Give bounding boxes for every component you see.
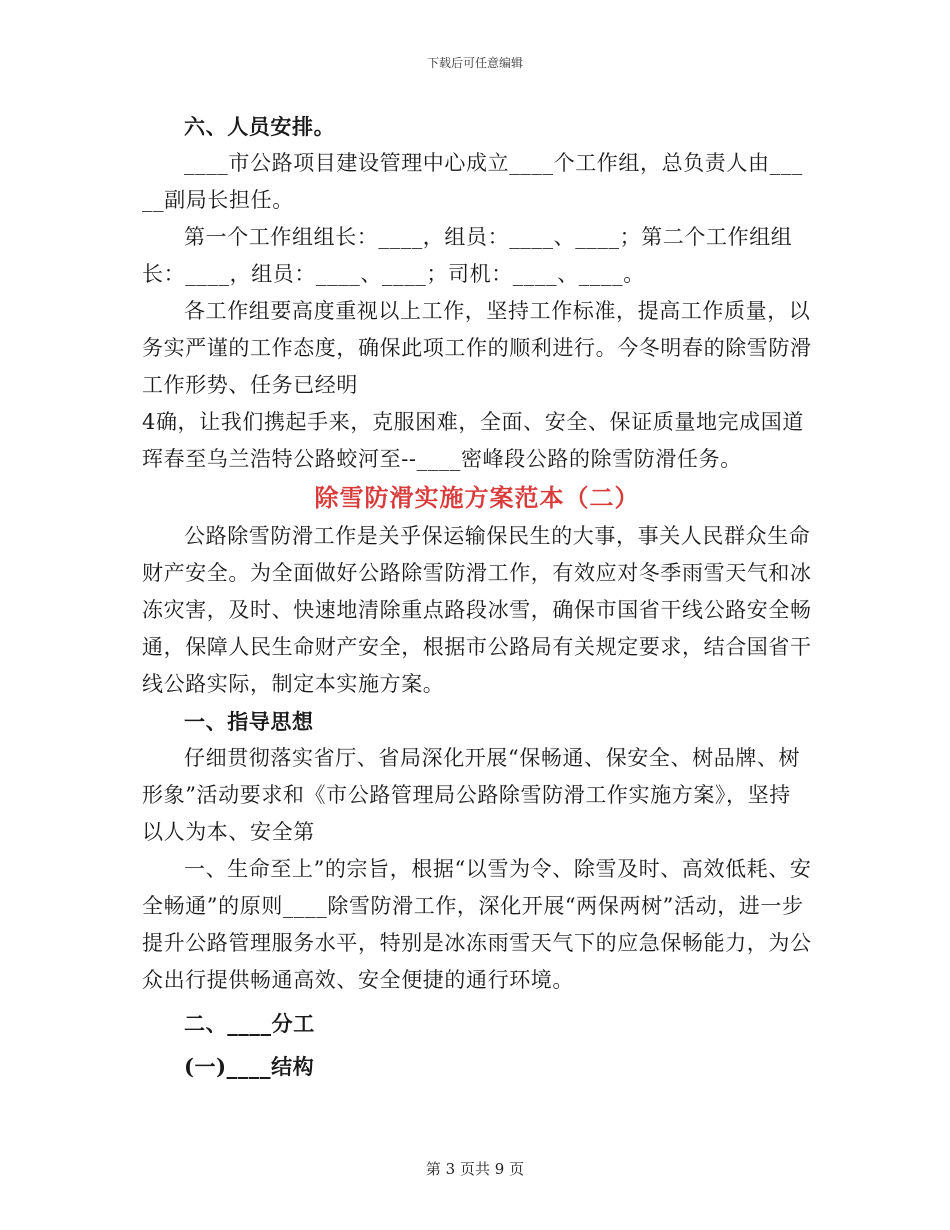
document-title: 除雪防滑实施方案范本（二） bbox=[314, 483, 640, 512]
page-footer: 第 3 页共 9 页 bbox=[425, 1160, 525, 1178]
document-body bbox=[142, 108, 812, 1085]
paragraph: 各工作组要高度重视以上工作，坚持工作标准，提高工作质量，以务实严谨的工作态度，确保此项工作的顺利进行。今冬明春的除雪防滑工作形势、任务已经明 bbox=[142, 299, 812, 397]
paragraph: 仔细贯彻落实省厅、省局深化开展“保畅通、保安全、树品牌、树形象”活动要求和《市公路管理局公路除雪防滑工作实施方案》，坚持以人为本、安全第 bbox=[142, 746, 801, 844]
subsection-heading-structure: (一)____结构 bbox=[184, 1054, 315, 1079]
paragraph-intro: 公路除雪防滑工作是关乎保运输保民生的大事，事关人民群众生命财产安全。为全面做好公路除雪防滑工作，有效应对冬季雨雪天气和冰冻灾害，及时、快速地清除重点路段冰雪，确保市国省干线公路安全畅通，保障人民生命财产安全，根据市公路局有关规定要求，结合国省干线公路实际，制定本实施方案。 bbox=[142, 524, 812, 696]
section-heading-personnel: 六、人员安排。 bbox=[184, 114, 336, 139]
section-heading-guiding-thought: 一、指导思想 bbox=[184, 709, 314, 734]
paragraph: 一、生命至上”的宗旨，根据“以雪为令、除雪及时、高效低耗、安全畅通”的原则____除雪防滑工作，深化开展“两保两树”活动，进一步提升公路管理服务水平，特别是冰冻雨雪天气下的应急保畅能力，为公众出行提供畅通高效、安全便捷的通行环境。 bbox=[142, 857, 812, 992]
paragraph: 第一个工作组组长：____，组员：____、____；第二个工作组组长：____，组员：____、____；司机：____、____。 bbox=[142, 225, 793, 286]
page-header: 下载后可任意编辑 bbox=[426, 56, 523, 70]
paragraph: 4确，让我们携起手来，克服困难，全面、安全、保证质量地完成国道珲春至乌兰浩特公路蛟河至--____密峰段公路的除雪防滑任务。 bbox=[142, 410, 804, 471]
paragraph: ____市公路项目建设管理中心成立____个工作组，总负责人由_____副局长担任。 bbox=[142, 151, 803, 212]
section-heading-division: 二、____分工 bbox=[184, 1011, 315, 1036]
